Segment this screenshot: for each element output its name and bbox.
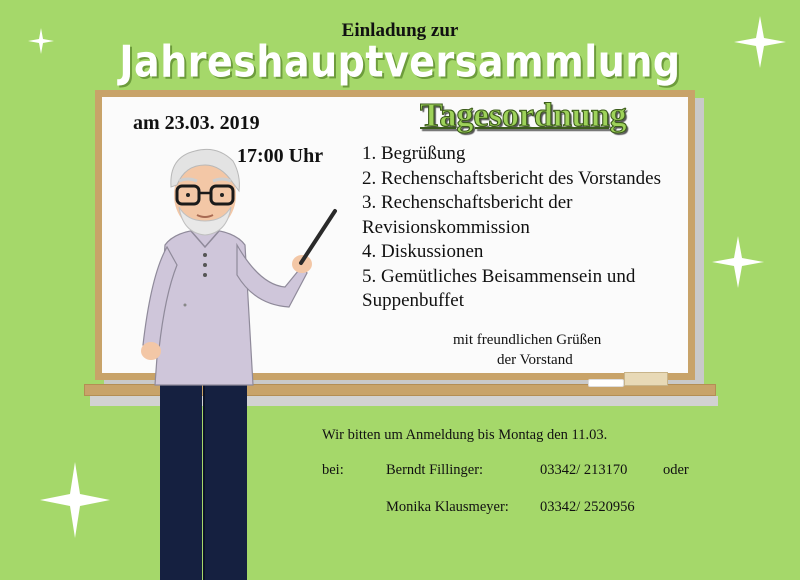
event-time: 17:00 Uhr <box>237 145 324 167</box>
agenda-item: 1. Begrüßung <box>362 143 466 164</box>
registration-prefix: bei: <box>322 462 344 478</box>
agenda-item: 2. Rechenschaftsbericht des Vorstandes <box>362 167 661 189</box>
agenda-item: 4. Diskussionen <box>362 241 484 262</box>
page-title: Jahreshauptversammlung <box>119 36 681 87</box>
contact-phone: 03342/ 213170 <box>540 462 628 478</box>
agenda-title: Tagesordnung <box>420 97 627 134</box>
contact-name: Berndt Fillinger: <box>386 462 484 478</box>
contact-phone: 03342/ 2520956 <box>540 499 635 515</box>
registration-note: Wir bitten um Anmeldung bis Montag den 11.03. <box>322 427 608 443</box>
event-date: am 23.03. 2019 <box>133 112 260 134</box>
closing-signature: der Vorstand <box>497 352 573 368</box>
invitation-subtitle: Einladung zur <box>341 20 459 41</box>
agenda-list <box>362 142 692 314</box>
sparkle-icon <box>40 462 110 538</box>
agenda-item: 3. Rechenschaftsbericht der Revisionskommission <box>362 192 573 238</box>
teacher-figure <box>125 135 340 580</box>
pointer-stick <box>301 211 335 263</box>
sparkle-icon <box>712 236 764 288</box>
contact-name: Monika Klausmeyer: <box>386 499 509 515</box>
contact-conjunction: oder <box>663 462 689 478</box>
chalk <box>588 379 624 387</box>
agenda-item: 5. Gemütliches Beisammensein und Suppenbuffet <box>362 265 636 311</box>
eraser <box>624 372 668 386</box>
closing-greeting: mit freundlichen Grüßen <box>453 332 602 348</box>
